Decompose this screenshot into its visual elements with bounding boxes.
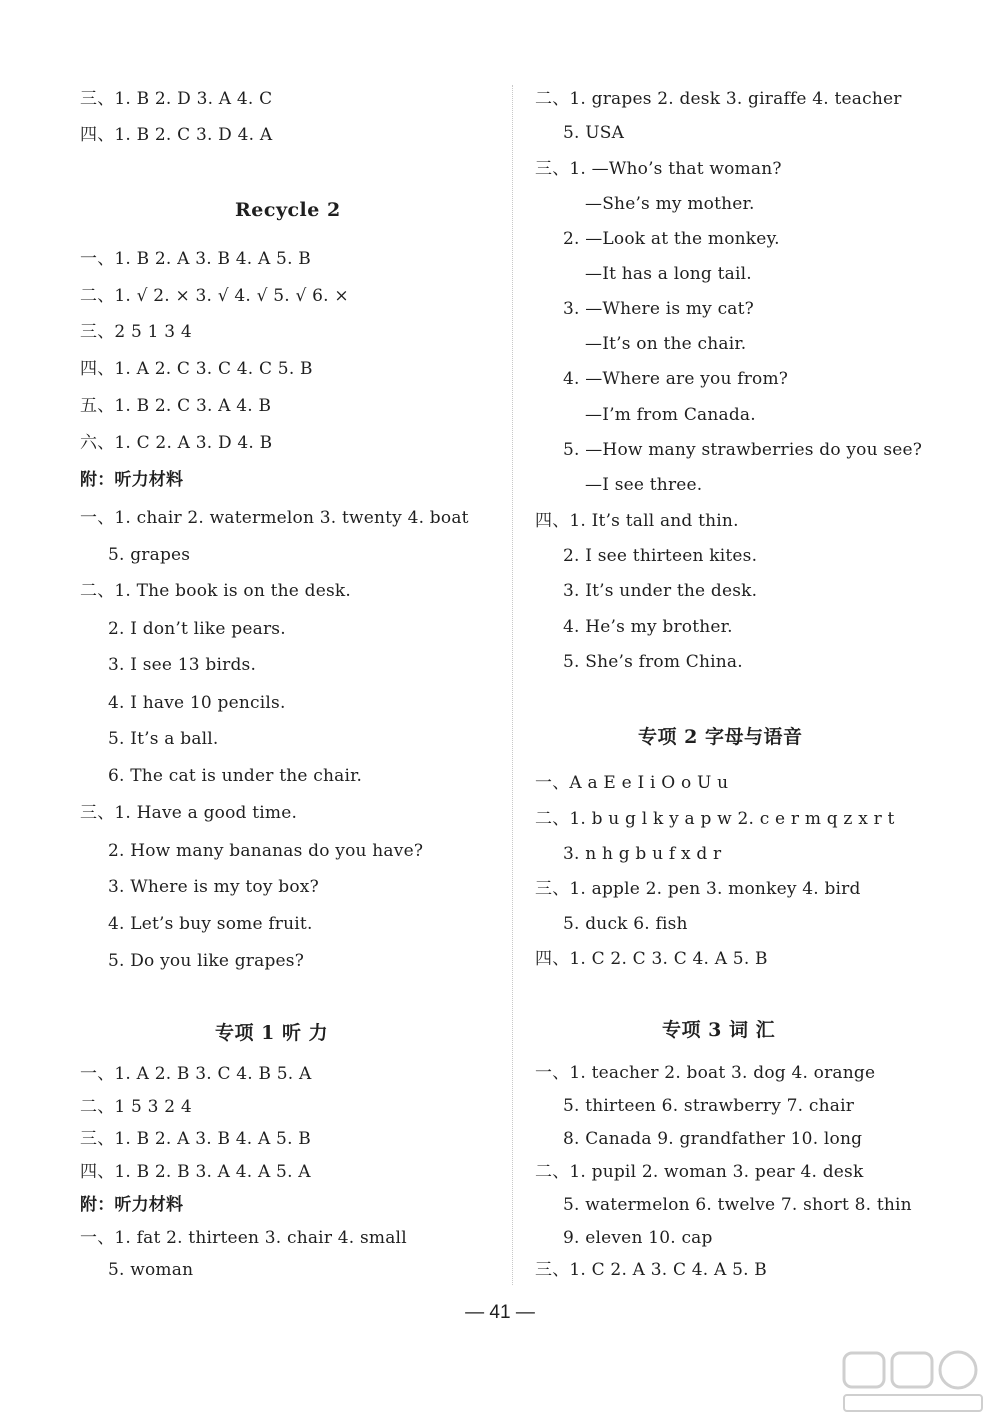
answer-line: 三、1. —Who’s that woman?: [535, 159, 782, 179]
answer-line: 8. Canada 9. grandfather 10. long: [563, 1129, 863, 1149]
listening-material-label: 附：听力材料: [80, 1195, 184, 1215]
answer-line: 二、1. b u g l k y a p w 2. c e r m q z x r t: [535, 809, 895, 829]
answer-line: 5. Do you like grapes?: [108, 951, 305, 971]
answer-line: 四、1. A 2. C 3. C 4. C 5. B: [80, 359, 313, 379]
answer-line: 四、1. C 2. C 3. C 4. A 5. B: [535, 949, 768, 969]
answer-line: 6. The cat is under the chair.: [108, 766, 363, 786]
answer-line: 四、1. B 2. C 3. D 4. A: [80, 125, 273, 145]
answer-line: —I’m from Canada.: [585, 405, 756, 425]
answer-line: 五、1. B 2. C 3. A 4. B: [80, 396, 272, 416]
answer-line: 2. I don’t like pears.: [108, 619, 286, 639]
answer-line: 5. woman: [108, 1260, 194, 1280]
section-title-special-1: 专项 1 听 力: [215, 1022, 329, 1044]
answer-line: 4. —Where are you from?: [563, 369, 789, 389]
answer-line: 5. USA: [563, 123, 625, 143]
answer-line: 3. —Where is my cat?: [563, 299, 754, 319]
answer-line: 二、1. √ 2. × 3. √ 4. √ 5. √ 6. ×: [80, 286, 349, 306]
answer-line: 一、1. chair 2. watermelon 3. twenty 4. boat: [80, 508, 469, 528]
answer-line: 四、1. It’s tall and thin.: [535, 511, 739, 531]
answer-line: 三、1. Have a good time.: [80, 803, 298, 823]
answer-line: 3. I see 13 birds.: [108, 655, 257, 675]
answer-line: 4. He’s my brother.: [563, 617, 733, 637]
answer-line: 二、1 5 3 2 4: [80, 1097, 192, 1117]
answer-line: 2. —Look at the monkey.: [563, 229, 780, 249]
answer-line: 5. watermelon 6. twelve 7. short 8. thin: [563, 1195, 912, 1215]
answer-line: 三、2 5 1 3 4: [80, 322, 192, 342]
watermark-logo-icon: [838, 1347, 988, 1417]
section-title-special-3: 专项 3 词 汇: [662, 1019, 776, 1041]
answer-line: 9. eleven 10. cap: [563, 1228, 713, 1248]
section-title-recycle-2: Recycle 2: [235, 199, 341, 221]
answer-line: 三、1. B 2. A 3. B 4. A 5. B: [80, 1129, 311, 1149]
answer-line: 5. She’s from China.: [563, 652, 743, 672]
answer-line: 2. How many bananas do you have?: [108, 841, 424, 861]
answer-line: 一、1. fat 2. thirteen 3. chair 4. small: [80, 1228, 407, 1248]
answer-line: —It’s on the chair.: [585, 334, 747, 354]
answer-line: 二、1. The book is on the desk.: [80, 581, 352, 601]
answer-line: 二、1. grapes 2. desk 3. giraffe 4. teacher: [535, 89, 902, 109]
answer-line: 三、1. C 2. A 3. C 4. A 5. B: [535, 1260, 767, 1280]
answer-line: 一、1. A 2. B 3. C 4. B 5. A: [80, 1064, 312, 1084]
column-divider: [512, 85, 513, 1285]
answer-line: 一、A a E e I i O o U u: [535, 773, 729, 793]
answer-line: 四、1. B 2. B 3. A 4. A 5. A: [80, 1162, 311, 1182]
answer-line: 5. —How many strawberries do you see?: [563, 440, 923, 460]
answer-line: 三、1. apple 2. pen 3. monkey 4. bird: [535, 879, 861, 899]
answer-line: 3. n h g b u f x d r: [563, 844, 722, 864]
answer-line: 六、1. C 2. A 3. D 4. B: [80, 433, 273, 453]
answer-line: 3. It’s under the desk.: [563, 581, 758, 601]
answer-line: 二、1. pupil 2. woman 3. pear 4. desk: [535, 1162, 864, 1182]
answer-line: 5. thirteen 6. strawberry 7. chair: [563, 1096, 855, 1116]
answer-line: 一、1. B 2. A 3. B 4. A 5. B: [80, 249, 311, 269]
answer-line: 3. Where is my toy box?: [108, 877, 319, 897]
answer-line: 5. It’s a ball.: [108, 729, 219, 749]
answer-line: 5. duck 6. fish: [563, 914, 688, 934]
answer-line: 三、1. B 2. D 3. A 4. C: [80, 89, 273, 109]
section-title-special-2: 专项 2 字母与语音: [638, 726, 803, 748]
answer-line: —It has a long tail.: [585, 264, 752, 284]
answer-line: 2. I see thirteen kites.: [563, 546, 758, 566]
answer-line: —I see three.: [585, 475, 703, 495]
listening-material-label: 附：听力材料: [80, 470, 184, 490]
answer-line: —She’s my mother.: [585, 194, 755, 214]
page-number: — 41 —: [465, 1302, 535, 1323]
answer-line: 4. Let’s buy some fruit.: [108, 914, 313, 934]
answer-line: 一、1. teacher 2. boat 3. dog 4. orange: [535, 1063, 876, 1083]
answer-line: 4. I have 10 pencils.: [108, 693, 286, 713]
answer-line: 5. grapes: [108, 545, 191, 565]
